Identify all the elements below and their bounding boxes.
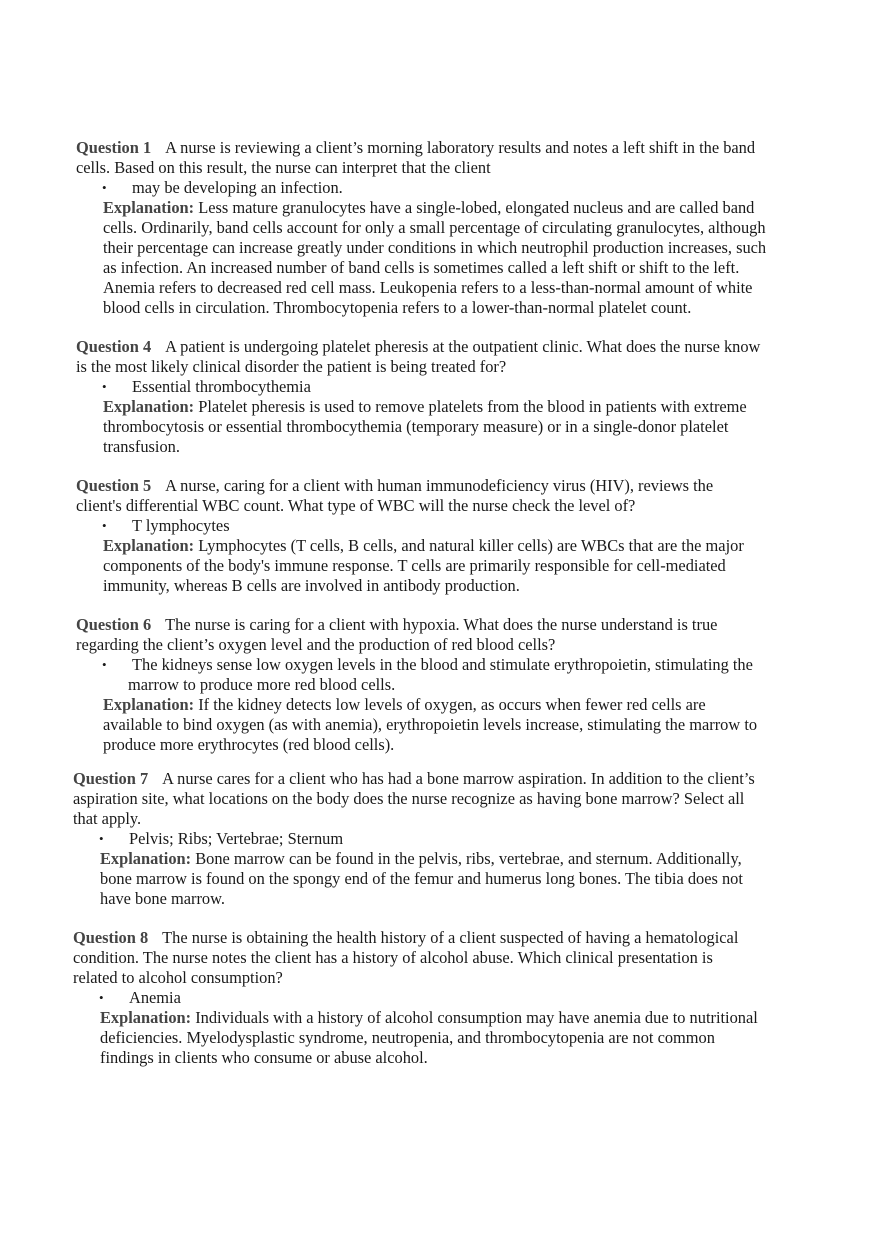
- answer-text: T lymphocytes: [132, 516, 230, 535]
- answer-text: may be developing an infection.: [132, 178, 343, 197]
- question-line: The nurse is obtaining the health history of a client suspected of having a hematological: [162, 928, 739, 947]
- explanation: [76, 695, 757, 755]
- question-line: regarding the client’s oxygen level and the production of red blood cells?: [76, 635, 556, 654]
- answer-text: Essential thrombocythemia: [132, 377, 311, 396]
- explanation-label: Explanation:: [100, 1008, 192, 1027]
- explanation-line: cells. Ordinarily, band cells account for only a small percentage of circulating granulocytes, although: [103, 218, 766, 237]
- bullet-icon: •: [99, 990, 104, 1005]
- bullet-icon: •: [102, 180, 107, 195]
- explanation-label: Explanation:: [103, 536, 195, 555]
- explanation-line: their percentage can increase greatly under conditions in which neutrophil production increases, such: [103, 238, 767, 257]
- explanation-line: deficiencies. Myelodysplastic syndrome, neutropenia, and thrombocytopenia are not common: [100, 1028, 715, 1047]
- explanation-line: components of the body's immune response. T cells are primarily responsible for cell-mediated: [103, 556, 726, 575]
- explanation-line: produce more erythrocytes (red blood cells).: [103, 735, 395, 754]
- bullet-icon: •: [102, 379, 107, 394]
- question-text: [76, 615, 757, 635]
- explanation-line: blood cells in circulation. Thrombocytopenia refers to a lower-than-normal platelet count.: [103, 298, 692, 317]
- question-line: condition. The nurse notes the client has a history of alcohol abuse. Which clinical presentation is: [73, 948, 713, 967]
- explanation: [73, 1008, 758, 1068]
- explanation-line: available to bind oxygen (as with anemia), erythropoietin levels increase, stimulating the marrow to: [103, 715, 758, 734]
- question-block-5: [76, 476, 744, 596]
- explanation-line: immunity, whereas B cells are involved in antibody production.: [103, 576, 520, 595]
- answer: [76, 516, 744, 536]
- explanation-line: have bone marrow.: [100, 889, 226, 908]
- answer: [73, 829, 755, 849]
- question-text: [76, 337, 760, 357]
- answer-text: The kidneys sense low oxygen levels in the blood and stimulate erythropoietin, stimulating the: [132, 655, 753, 674]
- explanation-line: Anemia refers to decreased red cell mass. Leukopenia refers to a less-than-normal amount of white: [103, 278, 753, 297]
- question-line: is the most likely clinical disorder the patient is being treated for?: [76, 357, 507, 376]
- question-label: Question 7: [73, 769, 149, 788]
- bullet-icon: •: [102, 518, 107, 533]
- explanation: [76, 198, 766, 318]
- question-block-7: [73, 769, 755, 909]
- bullet-icon: •: [99, 831, 104, 846]
- answer: [73, 988, 758, 1008]
- explanation: [73, 849, 755, 909]
- question-line: client's differential WBC count. What type of WBC will the nurse check the level of?: [76, 496, 636, 515]
- explanation-line: Bone marrow can be found in the pelvis, ribs, vertebrae, and sternum. Additionally,: [195, 849, 742, 868]
- question-line: related to alcohol consumption?: [73, 968, 283, 987]
- question-label: Question 1: [76, 138, 152, 157]
- question-line: A nurse is reviewing a client’s morning laboratory results and notes a left shift in the band: [165, 138, 756, 157]
- explanation-label: Explanation:: [100, 849, 192, 868]
- answer: [76, 655, 757, 675]
- question-line: A nurse, caring for a client with human immunodeficiency virus (HIV), reviews the: [165, 476, 714, 495]
- explanation: [76, 397, 760, 457]
- answer-text: Anemia: [129, 988, 181, 1007]
- bullet-icon: •: [102, 657, 107, 672]
- explanation-line: Individuals with a history of alcohol consumption may have anemia due to nutritional: [195, 1008, 758, 1027]
- explanation-line: Less mature granulocytes have a single-lobed, elongated nucleus and are called band: [198, 198, 755, 217]
- explanation-line: bone marrow is found on the spongy end of the femur and humerus long bones. The tibia does not: [100, 869, 743, 888]
- question-label: Question 5: [76, 476, 152, 495]
- question-line: The nurse is caring for a client with hypoxia. What does the nurse understand is true: [165, 615, 718, 634]
- question-line: A nurse cares for a client who has had a bone marrow aspiration. In addition to the client’s: [162, 769, 755, 788]
- question-line: aspiration site, what locations on the body does the nurse recognize as having bone marrow? Select all: [73, 789, 745, 808]
- question-line: that apply.: [73, 809, 142, 828]
- answer: [76, 377, 760, 397]
- explanation-label: Explanation:: [103, 198, 195, 217]
- question-label: Question 4: [76, 337, 152, 356]
- question-text: [73, 928, 758, 948]
- explanation-line: thrombocytosis or essential thrombocythemia (temporary measure) or in a single-donor platelet: [103, 417, 729, 436]
- question-line: cells. Based on this result, the nurse can interpret that the client: [76, 158, 491, 177]
- explanation-line: If the kidney detects low levels of oxygen, as occurs when fewer red cells are: [198, 695, 706, 714]
- question-text: [76, 138, 766, 158]
- question-text: [73, 769, 755, 789]
- answer-text: Pelvis; Ribs; Vertebrae; Sternum: [129, 829, 344, 848]
- question-block-1: [76, 138, 766, 318]
- explanation-line: transfusion.: [103, 437, 180, 456]
- explanation-line: findings in clients who consume or abuse alcohol.: [100, 1048, 428, 1067]
- question-line: A patient is undergoing platelet pheresis at the outpatient clinic. What does the nurse know: [165, 337, 761, 356]
- question-text: [76, 476, 744, 496]
- explanation: [76, 536, 744, 596]
- question-label: Question 6: [76, 615, 152, 634]
- question-block-8: [73, 928, 758, 1068]
- question-label: Question 8: [73, 928, 149, 947]
- answer-continuation: marrow to produce more red blood cells.: [128, 675, 396, 694]
- explanation-label: Explanation:: [103, 695, 195, 714]
- explanation-line: as infection. An increased number of band cells is sometimes called a left shift or shift to the left.: [103, 258, 740, 277]
- explanation-line: Lymphocytes (T cells, B cells, and natural killer cells) are WBCs that are the major: [198, 536, 744, 555]
- answer: [76, 178, 766, 198]
- explanation-label: Explanation:: [103, 397, 195, 416]
- question-block-6: [76, 615, 757, 755]
- explanation-line: Platelet pheresis is used to remove platelets from the blood in patients with extreme: [198, 397, 747, 416]
- question-block-4: [76, 337, 760, 457]
